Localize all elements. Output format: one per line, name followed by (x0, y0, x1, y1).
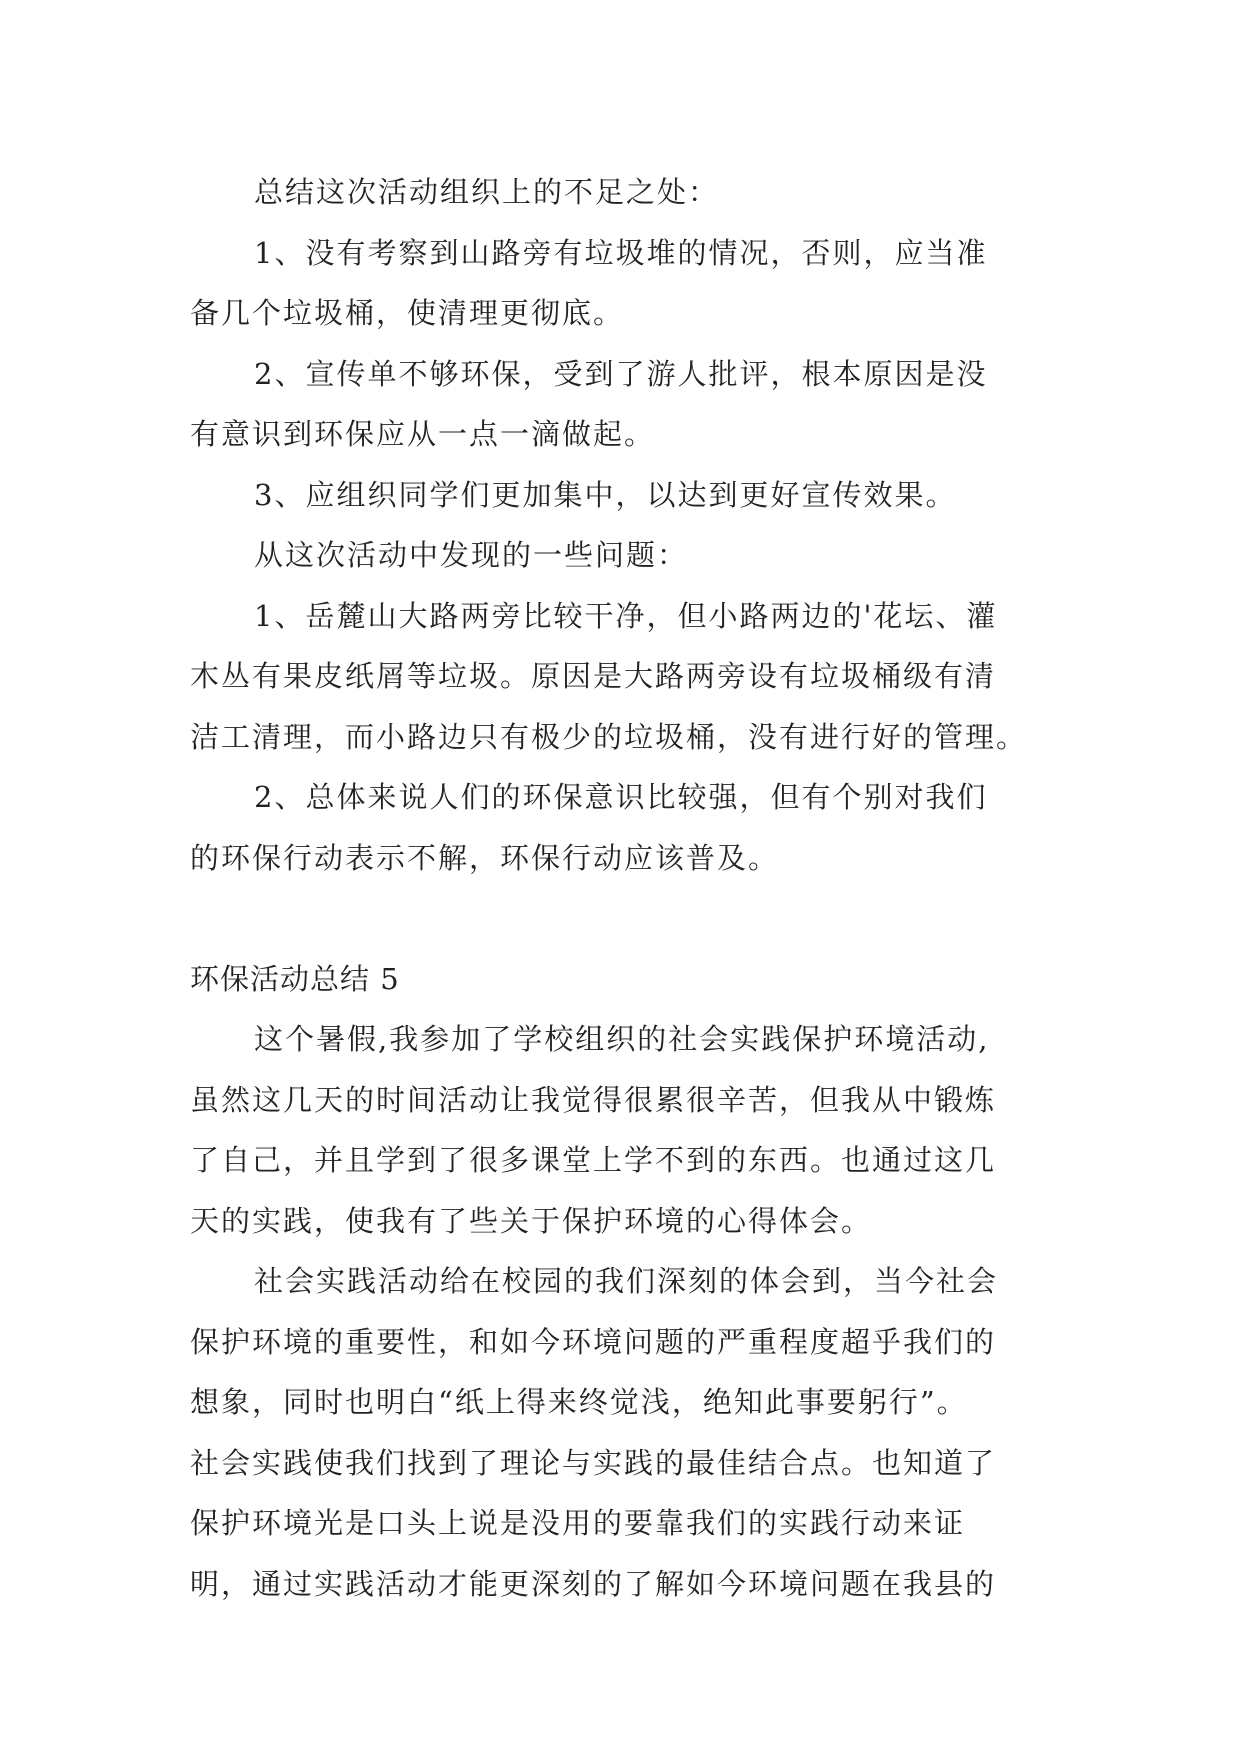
paragraph-line: 这个暑假,我参加了学校组织的社会实践保护环境活动, (254, 1022, 990, 1056)
paragraph-line: 2、宣传单不够环保，受到了游人批评，根本原因是没 (254, 356, 988, 391)
paragraph-line: 2、总体来说人们的环保意识比较强，但有个别对我们 (254, 780, 988, 814)
paragraph-line: 社会实践活动给在校园的我们深刻的体会到，当今社会 (254, 1264, 999, 1298)
paragraph-line: 明，通过实践活动才能更深刻的了解如今环境问题在我县的 (190, 1566, 997, 1601)
paragraph-line: 的环保行动表示不解，环保行动应该普及。 (190, 840, 780, 875)
section-heading: 环保活动总结 5 (190, 961, 400, 996)
paragraph-line: 备几个垃圾桶，使清理更彻底。 (190, 296, 625, 330)
paragraph-line: 1、没有考察到山路旁有垃圾堆的情况，否则，应当准 (254, 235, 988, 270)
document-body (190, 162, 1050, 1614)
paragraph-line: 从这次活动中发现的一些问题： (254, 538, 689, 572)
paragraph-line: 保护环境的重要性，和如今环境问题的严重程度超乎我们的 (190, 1324, 997, 1359)
section-gap (190, 888, 1050, 949)
paragraph-line: 总结这次活动组织上的不足之处： (254, 175, 720, 209)
paragraph-line: 1、岳麓山大路两旁比较干净，但小路两边的'花坛、灌 (254, 598, 998, 633)
paragraph-line: 天的实践，使我有了些关于保护环境的心得体会。 (190, 1203, 873, 1238)
paragraph-line: 3、应组织同学们更加集中，以达到更好宣传效果。 (254, 477, 957, 512)
paragraph-line: 木丛有果皮纸屑等垃圾。原因是大路两旁设有垃圾桶级有清 (190, 659, 997, 693)
paragraph-line: 有意识到环保应从一点一滴做起。 (190, 417, 656, 451)
paragraph-line: 洁工清理，而小路边只有极少的垃圾桶，没有进行好的管理。 (190, 719, 1028, 754)
paragraph-line: 想象，同时也明白“纸上得来终觉浅，绝知此事要躬行”。 (190, 1385, 968, 1419)
paragraph-line: 社会实践使我们找到了理论与实践的最佳结合点。也知道了 (190, 1445, 997, 1480)
paragraph-line: 保护环境光是口头上说是没用的要靠我们的实践行动来证 (190, 1506, 966, 1540)
paragraph-line: 虽然这几天的时间活动让我觉得很累很辛苦，但我从中锻炼 (190, 1082, 997, 1117)
paragraph-line: 了自己，并且学到了很多课堂上学不到的东西。也通过这几 (190, 1143, 997, 1177)
